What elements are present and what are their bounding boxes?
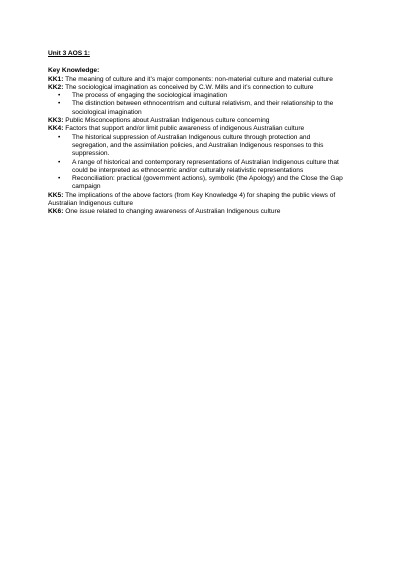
bullet-icon: • — [58, 158, 61, 166]
bullet-text: The process of engaging the sociological imagination — [72, 92, 228, 100]
kk4-code: KK4: — [48, 125, 64, 133]
kk5-text: The implications of the above factors (from Key Knowledge 4) for shaping the public views of Australian Indigenous culture — [48, 191, 336, 208]
unit-title: Unit 3 AOS 1: — [48, 50, 90, 57]
kk3-text: Public Misconceptions about Australian Indigenous culture concerning — [65, 117, 270, 125]
bullet-icon: • — [58, 175, 61, 183]
kk4-bullet-list — [48, 134, 348, 192]
kk6-code: KK6: — [48, 208, 64, 216]
kk1-code: KK1: — [48, 75, 64, 83]
kk2-item — [48, 84, 348, 92]
kk4-text: Factors that support and/or limit public awareness of indigenous Australian culture — [65, 125, 305, 133]
key-knowledge-heading: Key Knowledge: — [48, 67, 100, 75]
bullet-icon: • — [58, 133, 61, 141]
bullet-text: The distinction between ethnocentrism and cultural relativism, and their relationship to the sociological imagination — [72, 100, 334, 116]
kk6-item — [48, 208, 348, 216]
list-item — [58, 133, 348, 159]
bullet-icon: • — [58, 100, 61, 108]
document-page — [48, 50, 348, 217]
bullet-text: The historical suppression of Australian Indigenous culture through protection and segregation, and the assimilation policies, and Australian Indigenous responses to this suppression. — [72, 133, 324, 158]
kk2-text: The sociological imagination as conceived by C.W. Mills and it’s connection to culture — [65, 83, 314, 91]
bullet-text: Reconciliation: practical (government actions), symbolic (the Apology) and the Close the Gap campaign — [72, 175, 343, 191]
kk2-code: KK2: — [48, 83, 64, 91]
bullet-text: A range of historical and contemporary representations of Australian Indigenous culture that could be interpreted as ethnocentric and/or culturally relativistic representations — [72, 158, 339, 174]
list-item — [58, 100, 348, 117]
list-item — [58, 175, 348, 192]
kk5-code: KK5: — [48, 191, 64, 199]
bullet-icon: • — [58, 92, 61, 100]
kk3-code: KK3: — [48, 117, 64, 125]
kk4-item — [48, 125, 348, 133]
kk3-item — [48, 117, 348, 125]
kk1-item — [48, 76, 348, 84]
list-item — [58, 92, 348, 100]
kk2-bullet-list — [48, 92, 348, 117]
list-item — [58, 158, 348, 176]
kk1-text: The meaning of culture and it’s major components: non-material culture and material culture — [65, 75, 333, 83]
kk5-item — [48, 192, 348, 209]
kk6-text: One issue related to changing awareness of Australian Indigenous culture — [65, 208, 281, 216]
